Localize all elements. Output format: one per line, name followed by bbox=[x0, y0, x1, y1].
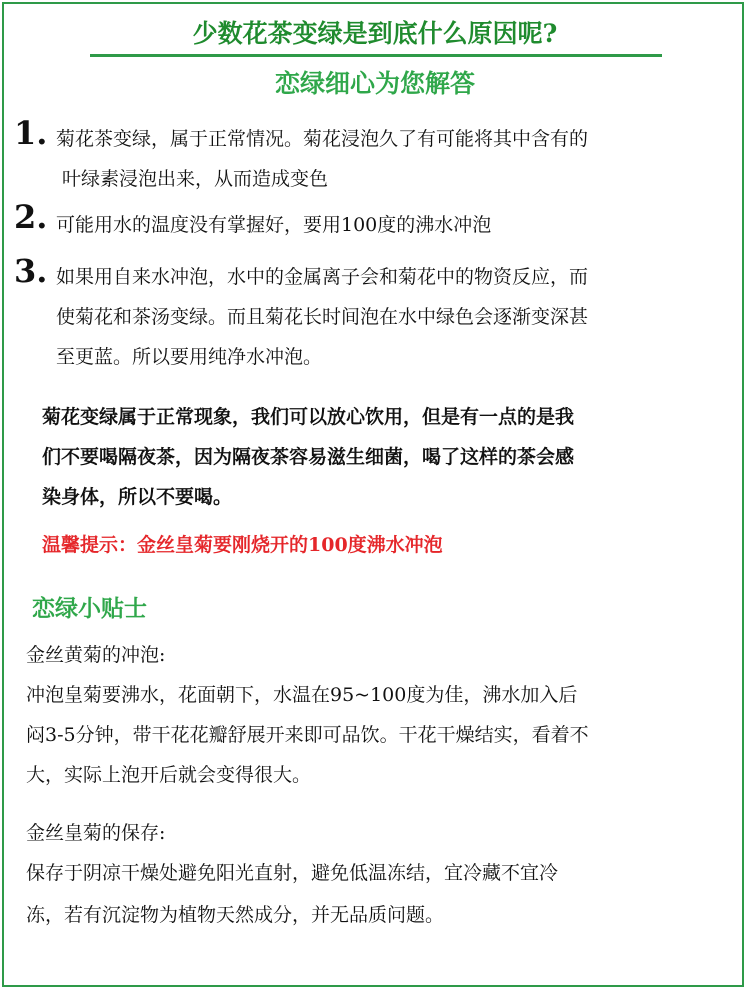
page-subtitle: 恋绿细心为您解答 bbox=[274, 69, 475, 98]
warm-tip: 温馨提示：金丝皇菊要刚烧开的100度沸水冲泡 bbox=[42, 534, 443, 556]
brewing-line-2: 闷3-5分钟，带干花花瓣舒展开来即可品饮。干花干燥结实，看着不 bbox=[26, 724, 589, 746]
item-3-line-3: 至更蓝。所以要用纯净水冲泡。 bbox=[56, 346, 323, 368]
brewing-line-1: 冲泡皇菊要沸水，花面朝下，水温在95~100度为佳，沸水加入后 bbox=[26, 684, 578, 706]
page-title: 少数花茶变绿是到底什么原因呢? bbox=[192, 19, 558, 48]
title-divider bbox=[90, 54, 662, 57]
item-3-line-1: 如果用自来水冲泡，水中的金属离子会和菊花中的物资反应，而 bbox=[56, 266, 589, 288]
brewing-heading: 金丝黄菊的冲泡: bbox=[26, 644, 166, 666]
note-line-2: 们不要喝隔夜茶，因为隔夜茶容易滋生细菌，喝了这样的茶会感 bbox=[42, 446, 575, 468]
storage-heading: 金丝皇菊的保存: bbox=[26, 822, 166, 844]
item-2-line-1: 可能用水的温度没有掌握好，要用100度的沸水冲泡 bbox=[56, 214, 492, 236]
tips-heading: 恋绿小贴士 bbox=[32, 595, 147, 622]
item-number-1: 1. bbox=[14, 114, 48, 152]
item-number-3: 3. bbox=[14, 252, 48, 290]
note-line-3: 染身体，所以不要喝。 bbox=[42, 486, 233, 508]
item-number-2: 2. bbox=[14, 198, 48, 236]
brewing-line-3: 大，实际上泡开后就会变得很大。 bbox=[26, 764, 312, 786]
item-3-line-2: 使菊花和茶汤变绿。而且菊花长时间泡在水中绿色会逐渐变深甚 bbox=[56, 306, 589, 328]
storage-line-1: 保存于阴凉干燥处避免阳光直射，避免低温冻结，宜冷藏不宜冷 bbox=[26, 862, 559, 884]
storage-line-2: 冻，若有沉淀物为植物天然成分，并无品质问题。 bbox=[26, 904, 445, 926]
note-line-1: 菊花变绿属于正常现象，我们可以放心饮用，但是有一点的是我 bbox=[42, 406, 575, 428]
item-1-line-1: 菊花茶变绿，属于正常情况。菊花浸泡久了有可能将其中含有的 bbox=[56, 128, 589, 150]
item-1-line-2: 叶绿素浸泡出来，从而造成变色 bbox=[62, 168, 329, 190]
